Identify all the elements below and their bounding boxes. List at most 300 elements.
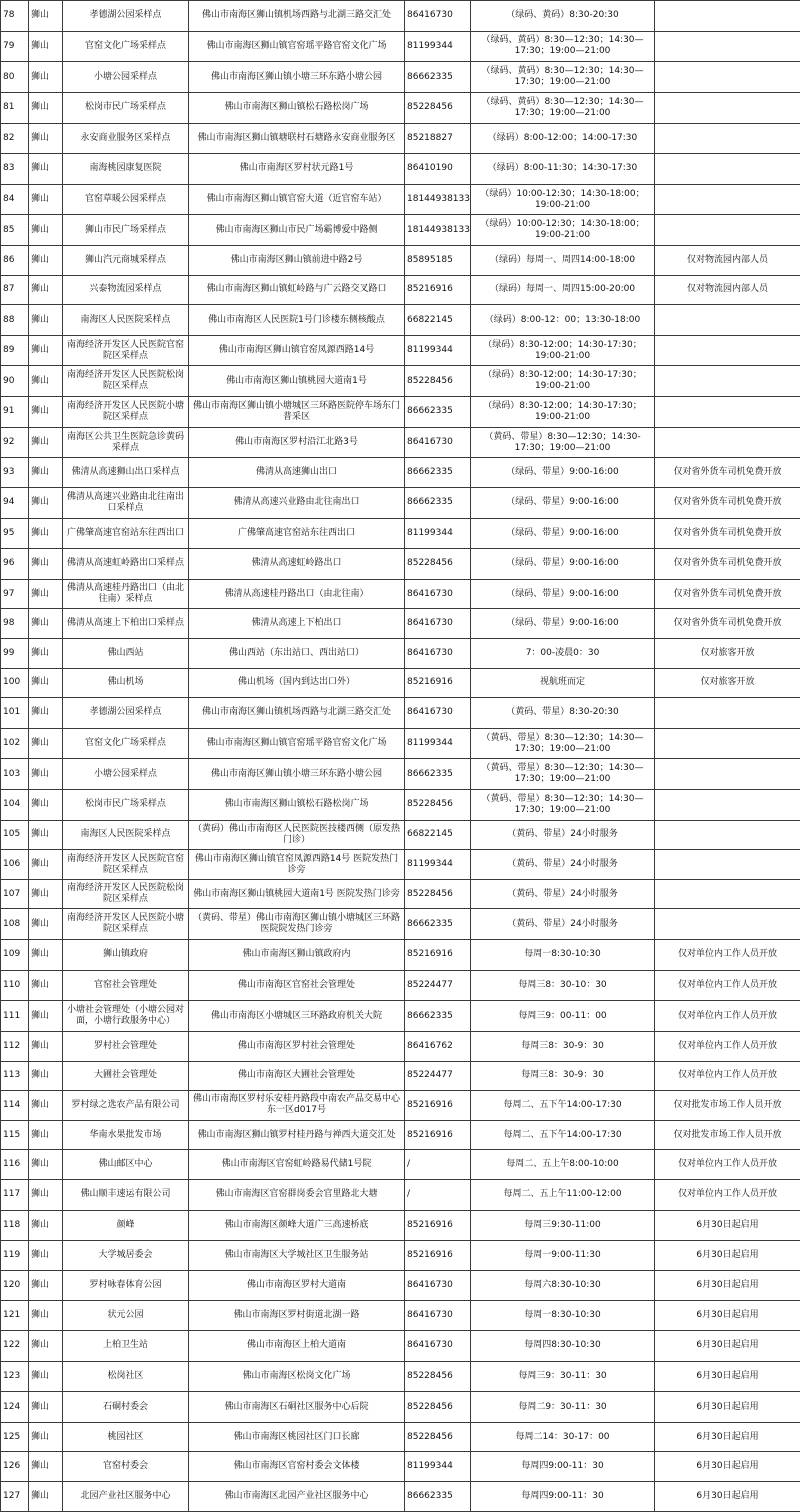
address-cell: 佛山市南海区狮山镇虹岭路与广云路交叉路口 — [189, 275, 405, 305]
phone-cell: 85216916 — [405, 668, 471, 698]
table-row — [1, 458, 800, 488]
district-cell: 狮山 — [29, 335, 63, 366]
site-name-cell: 小塘公园采样点 — [63, 62, 189, 93]
row-number: 127 — [1, 1482, 29, 1512]
district-cell: 狮山 — [29, 215, 63, 246]
site-name-cell: 南海经济开发区人民医院官窑院区采样点 — [63, 850, 189, 880]
row-number: 108 — [1, 909, 29, 940]
note-cell: 仅对单位内工作人员开放 — [655, 1150, 800, 1180]
phone-cell: 86416730 — [405, 1301, 471, 1331]
service-time-cell: （绿码）8:00-11:30；14:30-17:30 — [471, 154, 655, 185]
service-time-cell: （绿码）每周一、周四14:00-18:00 — [471, 246, 655, 276]
note-cell — [655, 909, 800, 940]
row-number: 113 — [1, 1061, 29, 1091]
phone-cell: 86662335 — [405, 909, 471, 940]
phone-cell: 81199344 — [405, 335, 471, 366]
row-number: 111 — [1, 1001, 29, 1032]
service-time-cell: （绿码）8:30-12:00；14:30-17:30；19:00-21:00 — [471, 335, 655, 366]
service-time-cell: 每周二、五下午14:00-17:30 — [471, 1091, 655, 1121]
address-cell: 佛山市南海区狮山镇机场西路与北湖三路交汇处 — [189, 698, 405, 729]
row-number: 109 — [1, 940, 29, 971]
service-time-cell: （黄码、带星）8:30-20:30 — [471, 698, 655, 729]
address-cell: 佛山市南海区松岗文化广场 — [189, 1361, 405, 1392]
site-name-cell: 南海经济开发区人民医院官窑院区采样点 — [63, 335, 189, 366]
phone-cell: 66822145 — [405, 820, 471, 850]
address-cell: 佛山市南海区狮山镇松石路松岗广场 — [189, 790, 405, 821]
table-row — [1, 1270, 800, 1301]
table-row — [1, 668, 800, 698]
row-number: 121 — [1, 1301, 29, 1331]
note-cell — [655, 397, 800, 428]
row-number: 124 — [1, 1392, 29, 1423]
table-row — [1, 970, 800, 1001]
table-row — [1, 1001, 800, 1032]
row-number: 106 — [1, 850, 29, 880]
table-row — [1, 154, 800, 185]
district-cell: 狮山 — [29, 1120, 63, 1150]
district-cell: 狮山 — [29, 940, 63, 971]
service-time-cell: 每周三8：30-10：30 — [471, 970, 655, 1001]
address-cell: 佛山市南海区狮山镇小塘三环东路小塘公园 — [189, 62, 405, 93]
service-time-cell: 每周三9:30-11:00 — [471, 1210, 655, 1241]
row-number: 118 — [1, 1210, 29, 1241]
district-cell: 狮山 — [29, 698, 63, 729]
note-cell: 6月30日起启用 — [655, 1210, 800, 1241]
phone-cell: 85216916 — [405, 1091, 471, 1121]
address-cell: 佛山市南海区小塘城区三环路政府机关大院 — [189, 1001, 405, 1032]
address-cell: 佛山市南海区狮山镇官窑瑶平路官窑文化广场 — [189, 728, 405, 759]
row-number: 80 — [1, 62, 29, 93]
address-cell: 佛清从高速虹岭路出口 — [189, 549, 405, 580]
table-row — [1, 366, 800, 397]
district-cell: 狮山 — [29, 549, 63, 580]
site-name-cell: 状元公园 — [63, 1301, 189, 1331]
district-cell: 狮山 — [29, 820, 63, 850]
site-name-cell: 佛清从高速桂丹路出口（由北往南）采样点 — [63, 579, 189, 609]
district-cell: 狮山 — [29, 62, 63, 93]
phone-cell: 81199344 — [405, 518, 471, 549]
phone-cell: 86416730 — [405, 698, 471, 729]
row-number: 83 — [1, 154, 29, 185]
note-cell — [655, 62, 800, 93]
phone-cell: 85228456 — [405, 1361, 471, 1392]
phone-cell: 81199344 — [405, 728, 471, 759]
phone-cell: 85224477 — [405, 970, 471, 1001]
district-cell: 狮山 — [29, 123, 63, 154]
district-cell: 狮山 — [29, 366, 63, 397]
district-cell: 狮山 — [29, 1392, 63, 1423]
district-cell: 狮山 — [29, 759, 63, 790]
address-cell: 佛山市南海区石硐社区服务中心后院 — [189, 1392, 405, 1423]
service-time-cell: 每周四9:00-11：30 — [471, 1482, 655, 1512]
phone-cell: 85228456 — [405, 549, 471, 580]
site-name-cell: 狮山镇政府 — [63, 940, 189, 971]
address-cell: 佛山市南海区狮山市民广场霸博爱中路侧 — [189, 215, 405, 246]
service-time-cell: 每周三9：00-11：00 — [471, 1001, 655, 1032]
table-row — [1, 1210, 800, 1241]
service-time-cell: 每周二、五上午8:00-10:00 — [471, 1150, 655, 1180]
table-row — [1, 1452, 800, 1482]
service-time-cell: 每周三8：30-9：30 — [471, 1061, 655, 1091]
service-time-cell: 每周四8:30-10:30 — [471, 1330, 655, 1361]
table-row — [1, 1150, 800, 1180]
site-name-cell: 官窑村委会 — [63, 1452, 189, 1482]
table-row — [1, 1330, 800, 1361]
phone-cell: 85228456 — [405, 92, 471, 123]
row-number: 98 — [1, 609, 29, 639]
service-time-cell: 每周二、五下午14:00-17:30 — [471, 1120, 655, 1150]
site-name-cell: 桃园社区 — [63, 1422, 189, 1452]
address-cell: 佛山市南海区大学城社区卫生服务站 — [189, 1241, 405, 1271]
service-time-cell: 每周一8:30-10:30 — [471, 940, 655, 971]
site-name-cell: 大学城居委会 — [63, 1241, 189, 1271]
site-name-cell: 南海经济开发区人民医院松岗院区采样点 — [63, 366, 189, 397]
phone-cell: 85228456 — [405, 1422, 471, 1452]
district-cell: 狮山 — [29, 427, 63, 458]
note-cell: 仅对批发市场工作人员开放 — [655, 1091, 800, 1121]
service-time-cell: （黄码、带星）8:30—12:30；14:30—17:30；19:00—21:00 — [471, 759, 655, 790]
district-cell: 狮山 — [29, 275, 63, 305]
note-cell — [655, 698, 800, 729]
row-number: 115 — [1, 1120, 29, 1150]
district-cell: 狮山 — [29, 638, 63, 668]
phone-cell: 86416762 — [405, 1031, 471, 1061]
table-row — [1, 335, 800, 366]
address-cell: 佛山市南海区上柏大道南 — [189, 1330, 405, 1361]
note-cell: 仅对单位内工作人员开放 — [655, 970, 800, 1001]
phone-cell: 85216916 — [405, 275, 471, 305]
table-row — [1, 1482, 800, 1512]
row-number: 101 — [1, 698, 29, 729]
district-cell: 狮山 — [29, 790, 63, 821]
row-number: 85 — [1, 215, 29, 246]
row-number: 104 — [1, 790, 29, 821]
site-name-cell: 官窑草暖公园采样点 — [63, 184, 189, 215]
site-name-cell: 南海区人民医院采样点 — [63, 305, 189, 336]
table-row — [1, 427, 800, 458]
site-name-cell: 松岗市民广场采样点 — [63, 790, 189, 821]
phone-cell: 85216916 — [405, 1241, 471, 1271]
phone-cell: 85895185 — [405, 246, 471, 276]
district-cell: 狮山 — [29, 970, 63, 1001]
address-cell: 佛山市南海区狮山镇罗村桂丹路与禅西大道交汇处 — [189, 1120, 405, 1150]
service-time-cell: （绿码）8:00-12:00；14:00-17:30 — [471, 123, 655, 154]
district-cell: 狮山 — [29, 728, 63, 759]
site-name-cell: 佛山邮区中心 — [63, 1150, 189, 1180]
phone-cell: 85216916 — [405, 1120, 471, 1150]
site-name-cell: 罗村咏春体育公园 — [63, 1270, 189, 1301]
service-time-cell: （绿码）10:00-12:30；14:30-18:00；19:00-21:00 — [471, 215, 655, 246]
district-cell: 狮山 — [29, 1330, 63, 1361]
district-cell: 狮山 — [29, 909, 63, 940]
address-cell: 佛山市南海区人民医院1号门诊楼东侧核酸点 — [189, 305, 405, 336]
address-cell: 佛清从高速兴业路由北往南出口 — [189, 487, 405, 518]
district-cell: 狮山 — [29, 850, 63, 880]
service-time-cell: 7：00-凌晨0：30 — [471, 638, 655, 668]
note-cell: 仅对批发市场工作人员开放 — [655, 1120, 800, 1150]
phone-cell: 86416730 — [405, 609, 471, 639]
table-row — [1, 1091, 800, 1121]
row-number: 100 — [1, 668, 29, 698]
address-cell: 佛山市南海区颜峰大道广三高速桥底 — [189, 1210, 405, 1241]
service-time-cell: （黄码、带星）24小时服务 — [471, 820, 655, 850]
service-time-cell: 每周二、五上午11:00-12:00 — [471, 1179, 655, 1210]
row-number: 123 — [1, 1361, 29, 1392]
table-row — [1, 184, 800, 215]
district-cell: 狮山 — [29, 1452, 63, 1482]
address-cell: 佛山市南海区大圃社会管理处 — [189, 1061, 405, 1091]
row-number: 92 — [1, 427, 29, 458]
service-time-cell: （绿码）8:00-12：00；13:30-18:00 — [471, 305, 655, 336]
phone-cell: 85218827 — [405, 123, 471, 154]
row-number: 87 — [1, 275, 29, 305]
phone-cell: 81199344 — [405, 31, 471, 62]
phone-cell: / — [405, 1179, 471, 1210]
phone-cell: 81199344 — [405, 1452, 471, 1482]
note-cell: 仅对单位内工作人员开放 — [655, 940, 800, 971]
site-name-cell: 松岗社区 — [63, 1361, 189, 1392]
table-row — [1, 790, 800, 821]
note-cell: 仅对物流园内部人员 — [655, 246, 800, 276]
phone-cell: / — [405, 1150, 471, 1180]
row-number: 99 — [1, 638, 29, 668]
site-name-cell: 广佛肇高速官窑站东往西出口 — [63, 518, 189, 549]
phone-cell: 86416730 — [405, 427, 471, 458]
address-cell: 佛清从高速狮山出口 — [189, 458, 405, 488]
table-row — [1, 609, 800, 639]
phone-cell: 85228456 — [405, 1392, 471, 1423]
site-name-cell: 官窑文化广场采样点 — [63, 31, 189, 62]
address-cell: 佛清从高速桂丹路出口（由北往南） — [189, 579, 405, 609]
table-row — [1, 1179, 800, 1210]
service-time-cell: （绿码）10:00-12:30；14:30-18:00；19:00-21:00 — [471, 184, 655, 215]
service-time-cell: （黄码、带星）24小时服务 — [471, 879, 655, 909]
table-row — [1, 909, 800, 940]
district-cell: 狮山 — [29, 1, 63, 32]
address-cell: 佛山市南海区狮山镇松石路松岗广场 — [189, 92, 405, 123]
row-number: 95 — [1, 518, 29, 549]
service-time-cell: （绿码、黄码）8:30—12:30；14:30—17:30；19:00—21:00 — [471, 31, 655, 62]
service-time-cell: （绿码、黄码）8:30—12:30；14:30—17:30；19:00—21:00 — [471, 92, 655, 123]
table-row — [1, 850, 800, 880]
row-number: 120 — [1, 1270, 29, 1301]
site-name-cell: 南海经济开发区人民医院小塘院区采样点 — [63, 909, 189, 940]
district-cell: 狮山 — [29, 1301, 63, 1331]
service-time-cell: 每周一8:30-10:30 — [471, 1301, 655, 1331]
note-cell: 仅对单位内工作人员开放 — [655, 1061, 800, 1091]
table-row — [1, 638, 800, 668]
address-cell: 佛山市南海区罗村沿江北路3号 — [189, 427, 405, 458]
address-cell: 佛山市南海区狮山镇小塘城区三环路医院停车场东门普采区 — [189, 397, 405, 428]
row-number: 122 — [1, 1330, 29, 1361]
site-name-cell: 狮山市民广场采样点 — [63, 215, 189, 246]
table-row — [1, 1392, 800, 1423]
note-cell: 6月30日起启用 — [655, 1422, 800, 1452]
address-cell: 佛山市南海区狮山镇塘联村石塘路永安商业服务区 — [189, 123, 405, 154]
phone-cell: 86662335 — [405, 487, 471, 518]
district-cell: 狮山 — [29, 246, 63, 276]
phone-cell: 86416730 — [405, 579, 471, 609]
site-name-cell: 南海区人民医院采样点 — [63, 820, 189, 850]
site-name-cell: 南海桃园康复医院 — [63, 154, 189, 185]
phone-cell: 85228456 — [405, 366, 471, 397]
service-time-cell: （黄码、带星）24小时服务 — [471, 909, 655, 940]
phone-cell: 86410190 — [405, 154, 471, 185]
note-cell: 6月30日起启用 — [655, 1241, 800, 1271]
site-name-cell: 佛清从高速上下柏出口采样点 — [63, 609, 189, 639]
table-row — [1, 549, 800, 580]
service-time-cell: 每周三9：30-11：30 — [471, 1361, 655, 1392]
address-cell: 佛山市南海区狮山镇官窑凤源西路14号 — [189, 335, 405, 366]
site-name-cell: 佛清从高速虹岭路出口采样点 — [63, 549, 189, 580]
phone-cell: 86416730 — [405, 638, 471, 668]
phone-cell: 86662335 — [405, 458, 471, 488]
address-cell: 佛山市南海区狮山镇桃园大道南1号 — [189, 366, 405, 397]
address-cell: 佛山市南海区罗村大道南 — [189, 1270, 405, 1301]
note-cell: 6月30日起启用 — [655, 1482, 800, 1512]
row-number: 105 — [1, 820, 29, 850]
site-name-cell: 官窑文化广场采样点 — [63, 728, 189, 759]
table-row — [1, 31, 800, 62]
address-cell: 佛山市南海区狮山镇官窑大道（近官窑车站） — [189, 184, 405, 215]
district-cell: 狮山 — [29, 1210, 63, 1241]
site-name-cell: 狮山汽元商城采样点 — [63, 246, 189, 276]
table-row — [1, 1361, 800, 1392]
phone-cell: 85216916 — [405, 940, 471, 971]
row-number: 110 — [1, 970, 29, 1001]
service-time-cell: 每周六8:30-10:30 — [471, 1270, 655, 1301]
site-name-cell: 罗村社会管理处 — [63, 1031, 189, 1061]
note-cell: 仅对省外货车司机免费开放 — [655, 487, 800, 518]
district-cell: 狮山 — [29, 487, 63, 518]
phone-cell: 18144938133 — [405, 184, 471, 215]
table-row — [1, 92, 800, 123]
row-number: 94 — [1, 487, 29, 518]
site-name-cell: 松岗市民广场采样点 — [63, 92, 189, 123]
service-time-cell: （绿码、带星）9:00-16:00 — [471, 487, 655, 518]
note-cell — [655, 154, 800, 185]
note-cell — [655, 728, 800, 759]
table-row — [1, 1120, 800, 1150]
address-cell: 佛山市南海区北园产业社区服务中心 — [189, 1482, 405, 1512]
district-cell: 狮山 — [29, 1179, 63, 1210]
row-number: 125 — [1, 1422, 29, 1452]
address-cell: 佛山市南海区桃园社区门口长廊 — [189, 1422, 405, 1452]
table-row — [1, 759, 800, 790]
table-row — [1, 1061, 800, 1091]
row-number: 81 — [1, 92, 29, 123]
district-cell: 狮山 — [29, 305, 63, 336]
note-cell: 仅对旅客开放 — [655, 638, 800, 668]
note-cell: 仅对单位内工作人员开放 — [655, 1179, 800, 1210]
address-cell: 佛山市南海区官窑社会管理处 — [189, 970, 405, 1001]
service-time-cell: （绿码）每周一、周四15:00-20:00 — [471, 275, 655, 305]
address-cell: 佛山市南海区罗村街道北湖一路 — [189, 1301, 405, 1331]
phone-cell: 85228456 — [405, 879, 471, 909]
site-name-cell: 孝德湖公园采样点 — [63, 1, 189, 32]
table-row — [1, 1422, 800, 1452]
table-row — [1, 579, 800, 609]
table-row — [1, 487, 800, 518]
row-number: 103 — [1, 759, 29, 790]
address-cell: 佛山市南海区狮山镇官窑瑶平路官窑文化广场 — [189, 31, 405, 62]
row-number: 93 — [1, 458, 29, 488]
district-cell: 狮山 — [29, 1270, 63, 1301]
site-name-cell: 孝德湖公园采样点 — [63, 698, 189, 729]
table-row — [1, 698, 800, 729]
table-row — [1, 1241, 800, 1271]
address-cell: 佛山市南海区罗村状元路1号 — [189, 154, 405, 185]
note-cell: 6月30日起启用 — [655, 1301, 800, 1331]
table-row — [1, 305, 800, 336]
address-cell: 佛山市南海区狮山镇机场西路与北湖三路交汇处 — [189, 1, 405, 32]
district-cell: 狮山 — [29, 458, 63, 488]
service-time-cell: 每周四9:00-11：30 — [471, 1452, 655, 1482]
address-cell: 佛山市南海区狮山镇官窑凤源西路14号 医院发热门诊旁 — [189, 850, 405, 880]
note-cell — [655, 366, 800, 397]
phone-cell: 85224477 — [405, 1061, 471, 1091]
phone-cell: 86662335 — [405, 1001, 471, 1032]
district-cell: 狮山 — [29, 1361, 63, 1392]
site-name-cell: 颜峰 — [63, 1210, 189, 1241]
note-cell — [655, 879, 800, 909]
site-name-cell: 佛清从高速狮山出口采样点 — [63, 458, 189, 488]
table-row — [1, 215, 800, 246]
row-number: 114 — [1, 1091, 29, 1121]
row-number: 89 — [1, 335, 29, 366]
table-row — [1, 940, 800, 971]
district-cell: 狮山 — [29, 579, 63, 609]
phone-cell: 85216916 — [405, 1210, 471, 1241]
site-name-cell: 佛山顺丰速运有限公司 — [63, 1179, 189, 1210]
note-cell — [655, 759, 800, 790]
service-time-cell: （绿码、带星）9:00-16:00 — [471, 609, 655, 639]
note-cell: 仅对省外货车司机免费开放 — [655, 609, 800, 639]
row-number: 82 — [1, 123, 29, 154]
phone-cell: 86416730 — [405, 1270, 471, 1301]
site-name-cell: 南海经济开发区人民医院松岗院区采样点 — [63, 879, 189, 909]
district-cell: 狮山 — [29, 518, 63, 549]
site-name-cell: 南海经济开发区人民医院小塘院区采样点 — [63, 397, 189, 428]
phone-cell: 86416730 — [405, 1330, 471, 1361]
site-name-cell: 兴泰物流园采样点 — [63, 275, 189, 305]
row-number: 79 — [1, 31, 29, 62]
note-cell — [655, 820, 800, 850]
district-cell: 狮山 — [29, 1241, 63, 1271]
phone-cell: 86662335 — [405, 759, 471, 790]
service-time-cell: 每周三8：30-9：30 — [471, 1031, 655, 1061]
row-number: 119 — [1, 1241, 29, 1271]
address-cell: 佛山市南海区狮山镇前进中路2号 — [189, 246, 405, 276]
row-number: 112 — [1, 1031, 29, 1061]
note-cell — [655, 305, 800, 336]
site-name-cell: 佛山西站 — [63, 638, 189, 668]
note-cell: 6月30日起启用 — [655, 1361, 800, 1392]
district-cell: 狮山 — [29, 1031, 63, 1061]
phone-cell: 86416730 — [405, 1, 471, 32]
row-number: 102 — [1, 728, 29, 759]
site-name-cell: 永安商业服务区采样点 — [63, 123, 189, 154]
row-number: 86 — [1, 246, 29, 276]
row-number: 91 — [1, 397, 29, 428]
note-cell: 仅对单位内工作人员开放 — [655, 1001, 800, 1032]
address-cell: 佛山市南海区罗村社会管理处 — [189, 1031, 405, 1061]
service-time-cell: （绿码、带星）9:00-16:00 — [471, 549, 655, 580]
table-row — [1, 246, 800, 276]
address-cell: 佛山市南海区官窑虹岭路易代储1号院 — [189, 1150, 405, 1180]
phone-cell: 86662335 — [405, 397, 471, 428]
site-name-cell: 官窑社会管理处 — [63, 970, 189, 1001]
